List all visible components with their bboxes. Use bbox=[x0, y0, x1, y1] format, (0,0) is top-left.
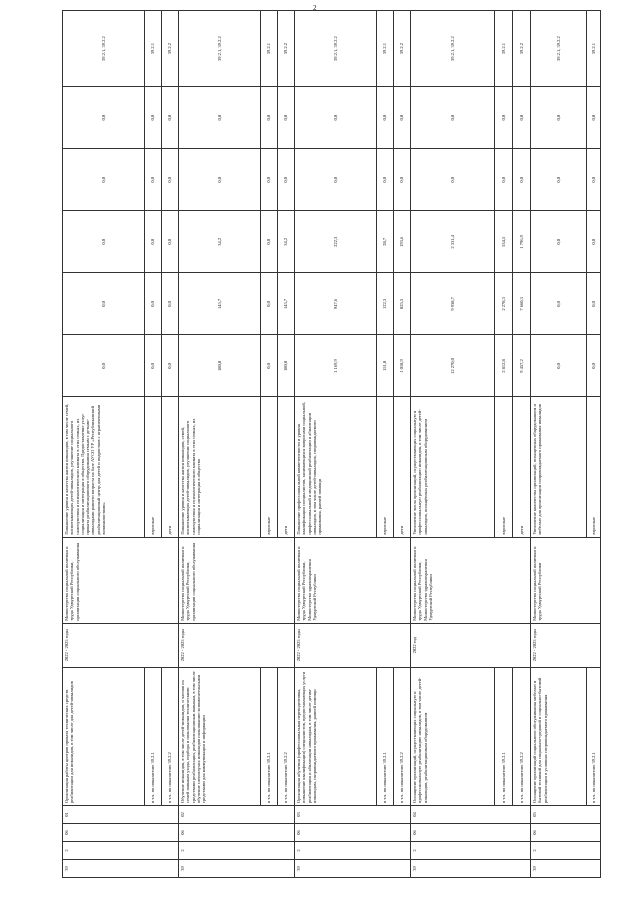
sub-value-cell: 0,0 bbox=[261, 335, 278, 397]
expected-result: Повышение уровня и качества жизни инвалидов, семей, воспитывающих детей-инвалидов, улучшение социального самочувствия и психологического климата в этих семьях, их социализация и интеграция в общество bbox=[179, 397, 261, 537]
executor-cell: Министерство социальной политики и труда Удмуртской Республики, Министерство здравоохранения Удмуртской Республики bbox=[295, 537, 411, 623]
sub-value-cell: 0,0 bbox=[145, 335, 162, 397]
sub-value-cell: 0,0 bbox=[162, 335, 179, 397]
sub-value-cell: 0,0 bbox=[145, 211, 162, 273]
sub-indicator-label: в т.ч. по показателю 39.2.1 bbox=[261, 667, 278, 805]
table-body bbox=[63, 11, 601, 878]
value-cell: 9 938,7 bbox=[411, 273, 495, 335]
sub-value-cell: 0,0 bbox=[261, 149, 278, 211]
code-cell-prog: 39 bbox=[295, 859, 411, 877]
sub-indicator-code: 39.2.1 bbox=[261, 11, 278, 87]
sub-value-cell: 0,0 bbox=[377, 87, 394, 149]
value-cell: 0,0 bbox=[295, 149, 377, 211]
period-cell: 2022 - 2025 годы bbox=[295, 623, 411, 667]
measure-name: Оснащение организаций социального обслуживания мебелью и бытовой техникой для социально-средовой и социально-бытовой реабилитации в условиях сопровождаемого проживания bbox=[531, 667, 587, 805]
sub-value-cell: 0,0 bbox=[261, 211, 278, 273]
measure-name: Оснащение организаций, осуществляющих социальную и профессиональную реабилитацию инвалидов, в том числе детей-инвалидов, реабилитационным оборудованием bbox=[411, 667, 495, 805]
expected-result: Повышение уровня и качества жизни инвалидов, в том числе семей, воспитывающих детей-инвалидов, улучшение социального самочувствия и психологического климата в этих семьях, их социализация и интеграция в общество. Предоставление услуг проката реабилитационного оборудования семьям с детьми-инвалидами раннего возраста на базе АУСО УР «Республиканский реабилитационный центр для детей и подростков с ограниченными возможностями» bbox=[63, 397, 145, 537]
sub-value-cell: 0,0 bbox=[495, 87, 513, 149]
sub-value-cell: 9 457,2 bbox=[513, 335, 531, 397]
sub-row bbox=[377, 11, 394, 878]
table-row bbox=[531, 11, 587, 878]
value-cell: 0,0 bbox=[179, 149, 261, 211]
sub-value-cell: 0,0 bbox=[513, 87, 531, 149]
sub-indicator-label: в т.ч. по показателю 39.2.2 bbox=[278, 667, 295, 805]
sub-row bbox=[261, 11, 278, 878]
sub-row bbox=[145, 11, 162, 878]
sub-value-cell: 122,3 bbox=[377, 273, 394, 335]
sub-row bbox=[278, 11, 295, 878]
sub-row bbox=[162, 11, 179, 878]
value-cell: 0,0 bbox=[179, 87, 261, 149]
code-cell-num: 04 bbox=[411, 805, 531, 823]
sub-indicator-code: 39.2.1 bbox=[377, 11, 394, 87]
value-cell: 0,0 bbox=[63, 335, 145, 397]
value-cell: 0,0 bbox=[411, 87, 495, 149]
sub-value-cell: 1 018,9 bbox=[394, 335, 411, 397]
sub-indicator-code: 39.2.1 bbox=[587, 11, 601, 87]
value-cell: 0,0 bbox=[531, 149, 587, 211]
sub-value-cell: 0,0 bbox=[162, 149, 179, 211]
value-cell: 947,6 bbox=[295, 273, 377, 335]
code-cell-main: 06 bbox=[411, 823, 531, 841]
measure-name: Обучение инвалидов, в том числе детей-инвалидов, и членов их семей навыкам ухода, подбора и пользования техническими средствами реабилитации, реабилитационным навыкам, в том числе обучение слепоглухих инвалидов пользованию вспомогательными средствами для коммуникации и информации bbox=[179, 667, 261, 805]
code-cell-sub: 2 bbox=[411, 841, 531, 859]
value-cell: 12 270,0 bbox=[411, 335, 495, 397]
sub-value-cell: 825,3 bbox=[394, 273, 411, 335]
period-cell: 2022 - 2025 годы bbox=[179, 623, 295, 667]
sub-group-label: дети bbox=[278, 397, 295, 537]
sub-value-cell: 0,0 bbox=[145, 87, 162, 149]
sub-value-cell: 0,0 bbox=[495, 149, 513, 211]
code-cell-num: 01 bbox=[63, 805, 179, 823]
code-cell-main: 06 bbox=[63, 823, 179, 841]
sub-group-label: взрослые bbox=[261, 397, 278, 537]
code-cell-prog: 39 bbox=[179, 859, 295, 877]
indicator-cell: 39.2.1, 39.2.2 bbox=[411, 11, 495, 87]
sub-value-cell: 1 796,9 bbox=[513, 211, 531, 273]
code-cell-sub: 2 bbox=[63, 841, 179, 859]
page-number: 2 bbox=[313, 4, 317, 12]
sub-value-cell: 0,0 bbox=[394, 87, 411, 149]
sub-group-label: дети bbox=[513, 397, 531, 537]
sub-group-label: взрослые bbox=[145, 397, 162, 537]
sub-group-label: дети bbox=[394, 397, 411, 537]
code-cell-main: 06 bbox=[295, 823, 411, 841]
measure-name: Организация обучения (профессиональная переподготовка, повышение квалификации) специалистов, предоставляющих услуги реабилитации и абилитации инвалидам, в том числе детям-инвалидам, сопровождаемого проживания, ранней помощи bbox=[295, 667, 377, 805]
code-cell-sub: 2 bbox=[531, 841, 601, 859]
sub-group-label: взрослые bbox=[377, 397, 394, 537]
executor-cell: Министерство социальной политики и труда Удмуртской Республики, Министерство здравоохранения Удмуртской Республики bbox=[411, 537, 531, 623]
sub-value-cell: 534,5 bbox=[495, 211, 513, 273]
sub-value-cell: 145,7 bbox=[278, 273, 295, 335]
sub-indicator-code: 39.2.2 bbox=[278, 11, 295, 87]
sub-value-cell: 0,0 bbox=[261, 273, 278, 335]
sub-value-cell: 0,0 bbox=[587, 335, 601, 397]
sub-indicator-code: 39.2.2 bbox=[394, 11, 411, 87]
sub-value-cell: 0,0 bbox=[162, 87, 179, 149]
sub-value-cell: 180,0 bbox=[278, 335, 295, 397]
sub-indicator-label: в т.ч. по показателю 39.2.1 bbox=[587, 667, 601, 805]
sub-value-cell: 193,6 bbox=[394, 211, 411, 273]
value-cell: 222,3 bbox=[295, 211, 377, 273]
table-row bbox=[411, 11, 495, 878]
value-cell: 0,0 bbox=[531, 273, 587, 335]
value-cell: 0,0 bbox=[531, 335, 587, 397]
code-cell-num: 03 bbox=[295, 805, 411, 823]
sub-value-cell: 7 660,3 bbox=[513, 273, 531, 335]
code-cell-prog: 39 bbox=[411, 859, 531, 877]
sub-value-cell: 0,0 bbox=[587, 273, 601, 335]
sub-value-cell: 2 812,8 bbox=[495, 335, 513, 397]
sub-value-cell: 0,0 bbox=[278, 87, 295, 149]
value-cell: 145,7 bbox=[179, 273, 261, 335]
code-cell-num: 02 bbox=[179, 805, 295, 823]
sub-group-label: дети bbox=[162, 397, 179, 537]
measure-name: Организация работы центров проката технических средств реабилитации для инвалидов, в том числе для детей-инвалидов bbox=[63, 667, 145, 805]
value-cell: 0,0 bbox=[63, 273, 145, 335]
value-cell: 0,0 bbox=[63, 149, 145, 211]
table-row bbox=[63, 11, 145, 878]
indicator-cell: 39.2.1, 39.2.2 bbox=[63, 11, 145, 87]
sub-indicator-label: в т.ч. по показателю 39.2.1 bbox=[145, 667, 162, 805]
code-cell-num: 05 bbox=[531, 805, 601, 823]
sub-indicator-code: 39.2.2 bbox=[162, 11, 179, 87]
sub-value-cell: 0,0 bbox=[513, 149, 531, 211]
sub-indicator-label: в т.ч. по показателю 39.2.1 bbox=[377, 667, 394, 805]
indicator-cell: 39.2.1, 39.2.2 bbox=[295, 11, 377, 87]
value-cell: 0,0 bbox=[531, 87, 587, 149]
value-cell: 2 331,4 bbox=[411, 211, 495, 273]
sub-row bbox=[394, 11, 411, 878]
code-cell-main: 06 bbox=[531, 823, 601, 841]
executor-cell: Министерство социальной политики и труда Удмуртской Республики, организации социального обслуживания bbox=[179, 537, 295, 623]
table-row bbox=[179, 11, 261, 878]
program-measures-table bbox=[62, 10, 601, 878]
sub-indicator-label: в т.ч. по показателю 39.2.2 bbox=[394, 667, 411, 805]
sub-indicator-label: в т.ч. по показателю 39.2.2 bbox=[162, 667, 179, 805]
period-cell: 2022 - 2025 годы bbox=[531, 623, 601, 667]
sub-value-cell: 0,0 bbox=[145, 273, 162, 335]
sub-value-cell: 151,0 bbox=[377, 335, 394, 397]
sub-value-cell: 0,0 bbox=[162, 211, 179, 273]
value-cell: 0,0 bbox=[63, 211, 145, 273]
code-cell-sub: 2 bbox=[295, 841, 411, 859]
sub-value-cell: 0,0 bbox=[278, 149, 295, 211]
value-cell: 1 169,9 bbox=[295, 335, 377, 397]
sub-value-cell: 2 278,3 bbox=[495, 273, 513, 335]
sub-indicator-label: в т.ч. по показателю 39.2.2 bbox=[513, 667, 531, 805]
sub-value-cell: 0,0 bbox=[162, 273, 179, 335]
period-cell: 2022 - 2025 годы bbox=[63, 623, 179, 667]
value-cell: 0,0 bbox=[411, 149, 495, 211]
sub-value-cell: 0,0 bbox=[377, 149, 394, 211]
value-cell: 0,0 bbox=[295, 87, 377, 149]
sub-row bbox=[495, 11, 513, 878]
sub-indicator-code: 39.2.1 bbox=[145, 11, 162, 87]
code-cell-prog: 39 bbox=[531, 859, 601, 877]
sub-group-label: взрослые bbox=[587, 397, 601, 537]
indicator-cell: 39.2.1, 39.2.2 bbox=[531, 11, 587, 87]
value-cell: 0,0 bbox=[531, 211, 587, 273]
value-cell: 180,0 bbox=[179, 335, 261, 397]
code-cell-prog: 39 bbox=[63, 859, 179, 877]
expected-result: Увеличение количества организаций, оснащенных оборудованием и мебелью для организации сопровождаемого проживания инвалидов bbox=[531, 397, 587, 537]
sub-indicator-code: 39.2.1 bbox=[495, 11, 513, 87]
sub-value-cell: 0,0 bbox=[261, 87, 278, 149]
sub-row bbox=[587, 11, 601, 878]
rotated-table-area bbox=[62, 10, 596, 878]
code-cell-main: 06 bbox=[179, 823, 295, 841]
code-cell-sub: 2 bbox=[179, 841, 295, 859]
executor-cell: Министерство социальной политики и труда Удмуртской Республики bbox=[531, 537, 601, 623]
sub-value-cell: 0,0 bbox=[587, 149, 601, 211]
sub-value-cell: 34,2 bbox=[278, 211, 295, 273]
indicator-cell: 39.2.1, 39.2.2 bbox=[179, 11, 261, 87]
sub-value-cell: 0,0 bbox=[394, 149, 411, 211]
sub-indicator-code: 39.2.2 bbox=[513, 11, 531, 87]
sub-group-label: взрослые bbox=[495, 397, 513, 537]
value-cell: 0,0 bbox=[63, 87, 145, 149]
period-cell: 2022 год bbox=[411, 623, 531, 667]
executor-cell: Министерство социальной политики и труда Удмуртской Республики, организации социального обслуживания bbox=[63, 537, 179, 623]
sub-value-cell: 28,7 bbox=[377, 211, 394, 273]
sub-row bbox=[513, 11, 531, 878]
sub-value-cell: 0,0 bbox=[587, 211, 601, 273]
value-cell: 34,2 bbox=[179, 211, 261, 273]
sub-indicator-label: в т.ч. по показателю 39.2.1 bbox=[495, 667, 513, 805]
expected-result: Повышение профессиональной компетентности и уровня квалификации специалистов, занимающихся вопросами социальной, профессиональной и медицинской реабилитации и абилитации инвалидов, в том числе детей-инвалидов, сопровождаемого проживания, ранней помощи bbox=[295, 397, 377, 537]
sub-value-cell: 0,0 bbox=[145, 149, 162, 211]
sub-value-cell: 0,0 bbox=[587, 87, 601, 149]
table-row bbox=[295, 11, 377, 878]
expected-result: Увеличение числа организаций, осуществляющих социальную и профессиональную реабилитацию инвалидов, в том числе детей-инвалидов, оснащённых реабилитационным оборудованием bbox=[411, 397, 495, 537]
